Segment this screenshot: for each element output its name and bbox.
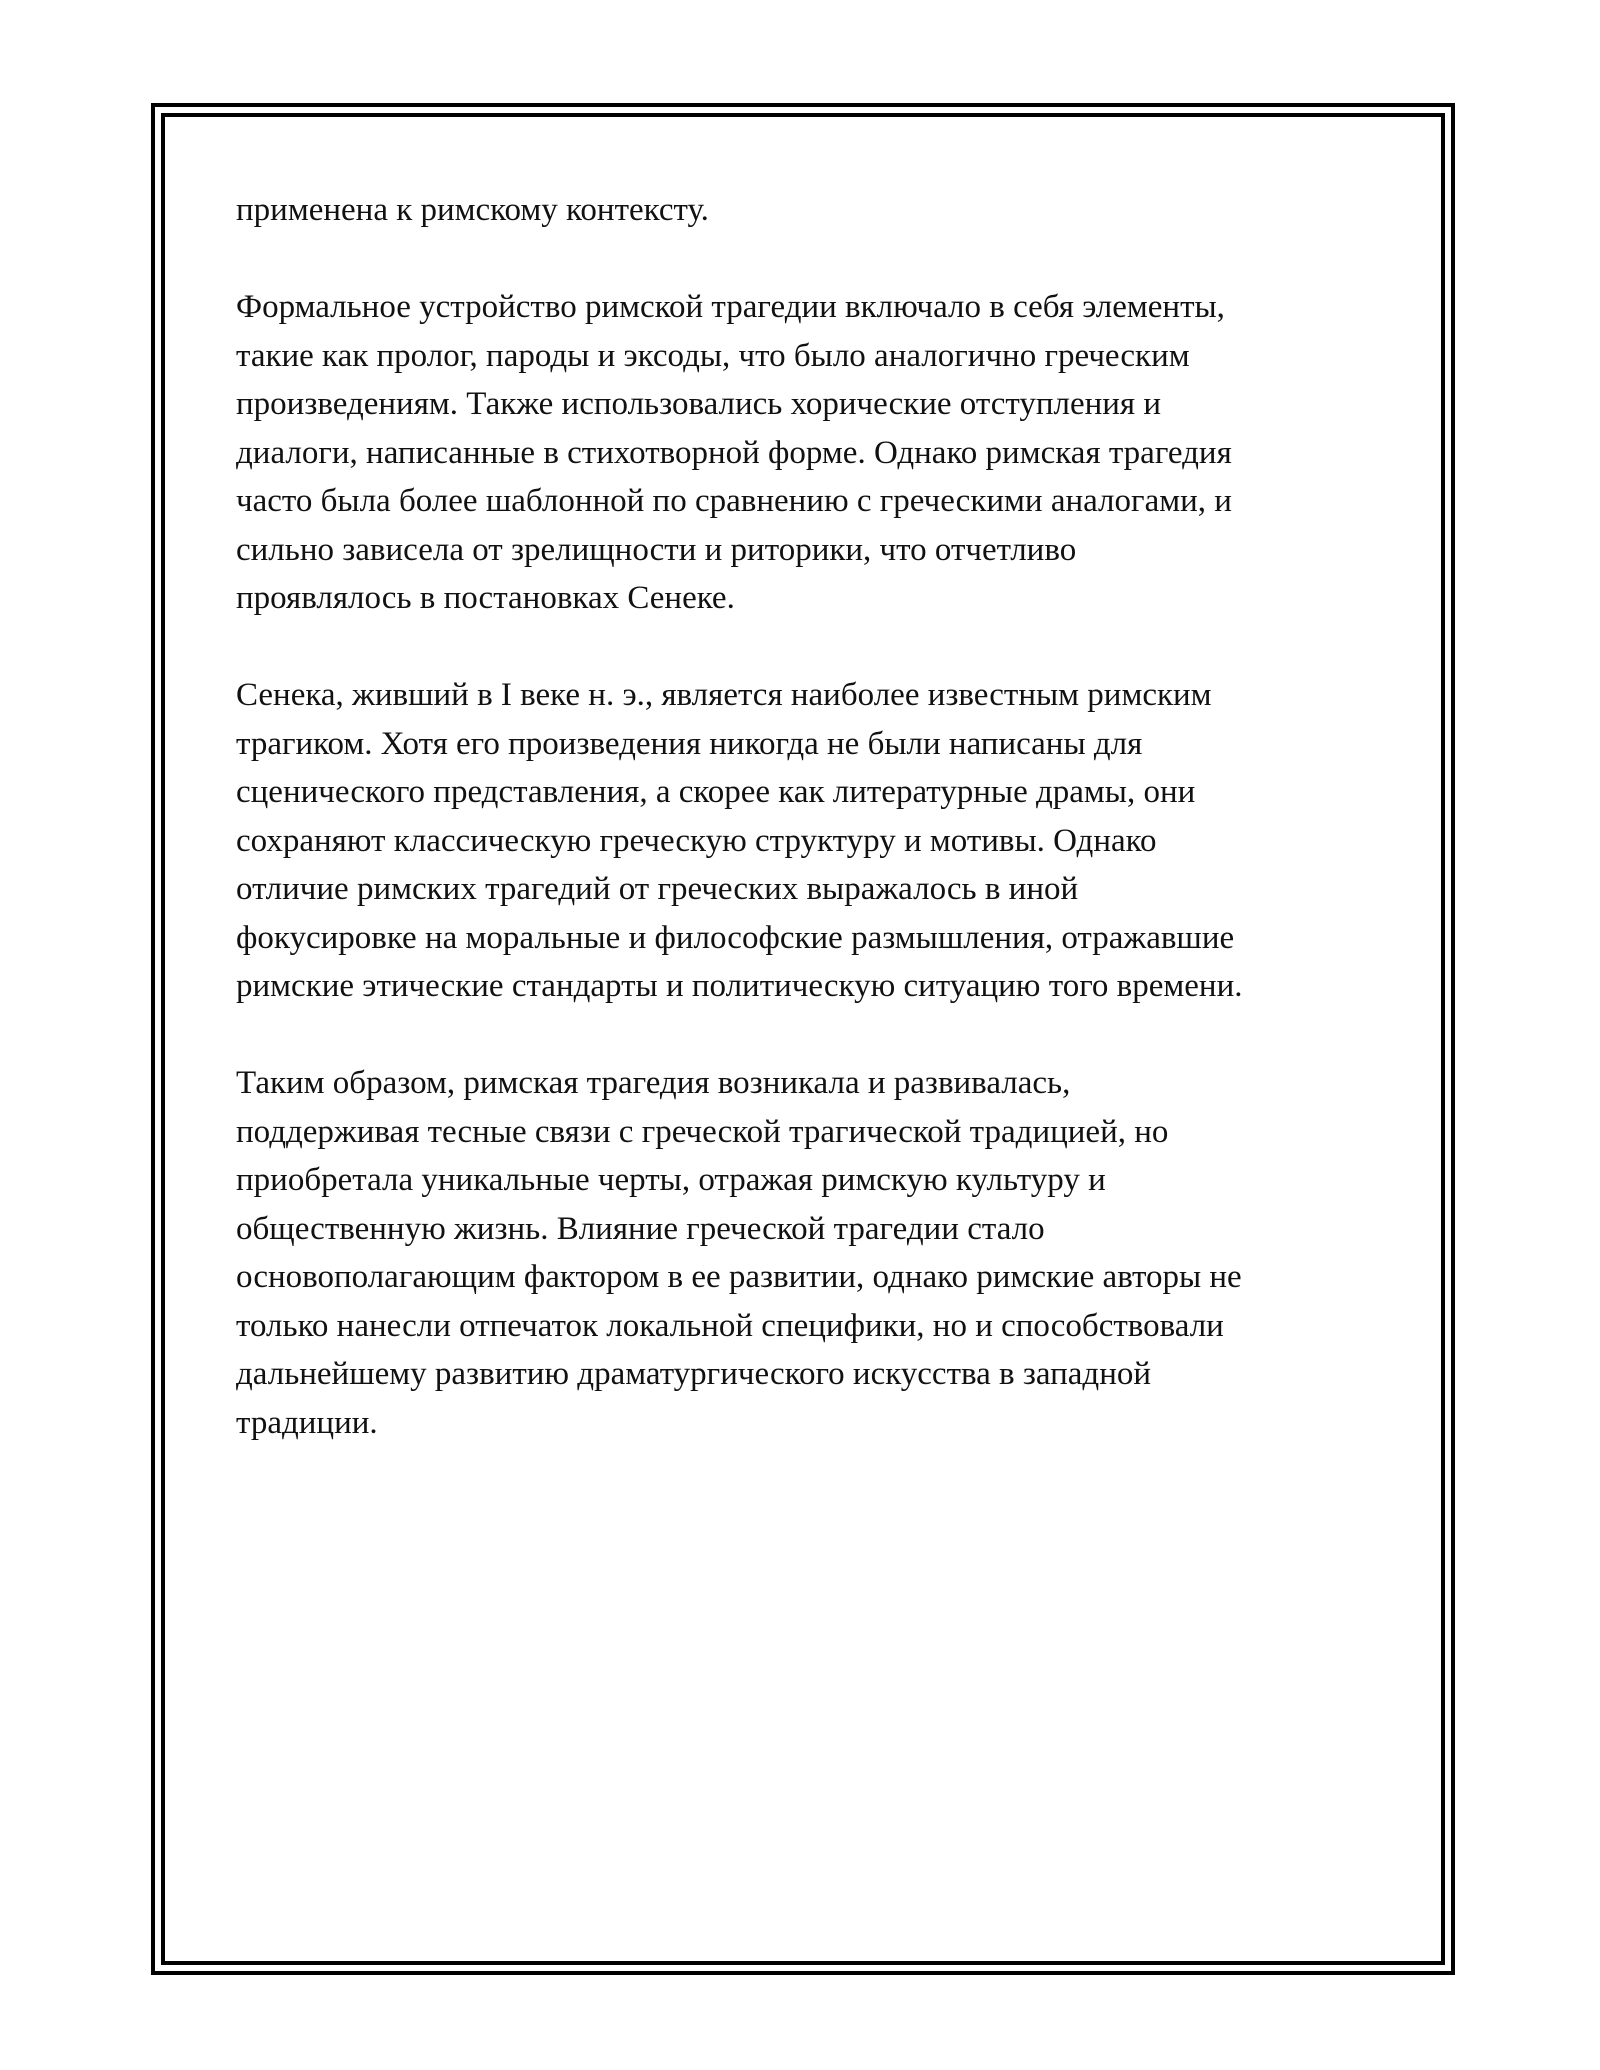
text-line: сценического представления, а скорее как литературные драмы, они <box>236 774 1196 810</box>
text-line: отличие римских трагедий от греческих выражалось в иной <box>236 871 1079 907</box>
text-line: общественную жизнь. Влияние греческой трагедии стало <box>236 1210 1045 1247</box>
text-line: традиции. <box>236 1404 378 1441</box>
paragraph <box>236 1059 1396 1447</box>
paragraph <box>236 671 1396 1011</box>
text-line: фокусировке на моральные и философские размышления, отражавшие <box>236 919 1235 956</box>
text-line: основополагающим фактором в ее развитии, однако римские авторы не <box>236 1259 1242 1295</box>
text-line: такие как пролог, пароды и эксоды, что было аналогично греческим <box>236 337 1190 374</box>
text-line: приобретала уникальные черты, отражая римскую культуру и <box>236 1162 1106 1198</box>
text-line: проявлялось в постановках Сенеке. <box>236 580 735 616</box>
text-line: часто была более шаблонной по сравнению с греческими аналогами, и <box>236 483 1232 519</box>
text-line: произведениям. Также использовались хорические отступления и <box>236 386 1162 422</box>
text-line: дальнейшему развитию драматургического искусства в западной <box>236 1356 1152 1392</box>
text-line: поддерживая тесные связи с греческой трагической традицией, но <box>236 1113 1169 1150</box>
text-line: Сенека, живший в I веке н. э., является наиболее известным римским <box>236 677 1212 713</box>
text-line: только нанесли отпечаток локальной специфики, но и способствовали <box>236 1307 1224 1344</box>
text-line: диалоги, написанные в стихотворной форме. Однако римская трагедия <box>236 434 1232 471</box>
text-line: трагиком. Хотя его произведения никогда не были написаны для <box>236 725 1143 762</box>
paragraph <box>236 186 1396 235</box>
text-line: римские этические стандарты и политическую ситуацию того времени. <box>236 968 1243 1004</box>
document-body <box>236 186 1396 1496</box>
text-line: Формальное устройство римской трагедии включало в себя элементы, <box>236 289 1225 325</box>
text-line: Таким образом, римская трагедия возникала и развивалась, <box>236 1065 1071 1101</box>
text-line: применена к римскому контексту. <box>236 192 709 228</box>
text-line: сохраняют классическую греческую структуру и мотивы. Однако <box>236 822 1157 859</box>
paragraph <box>236 283 1396 623</box>
text-line: сильно зависела от зрелищности и риторики, что отчетливо <box>236 531 1077 568</box>
